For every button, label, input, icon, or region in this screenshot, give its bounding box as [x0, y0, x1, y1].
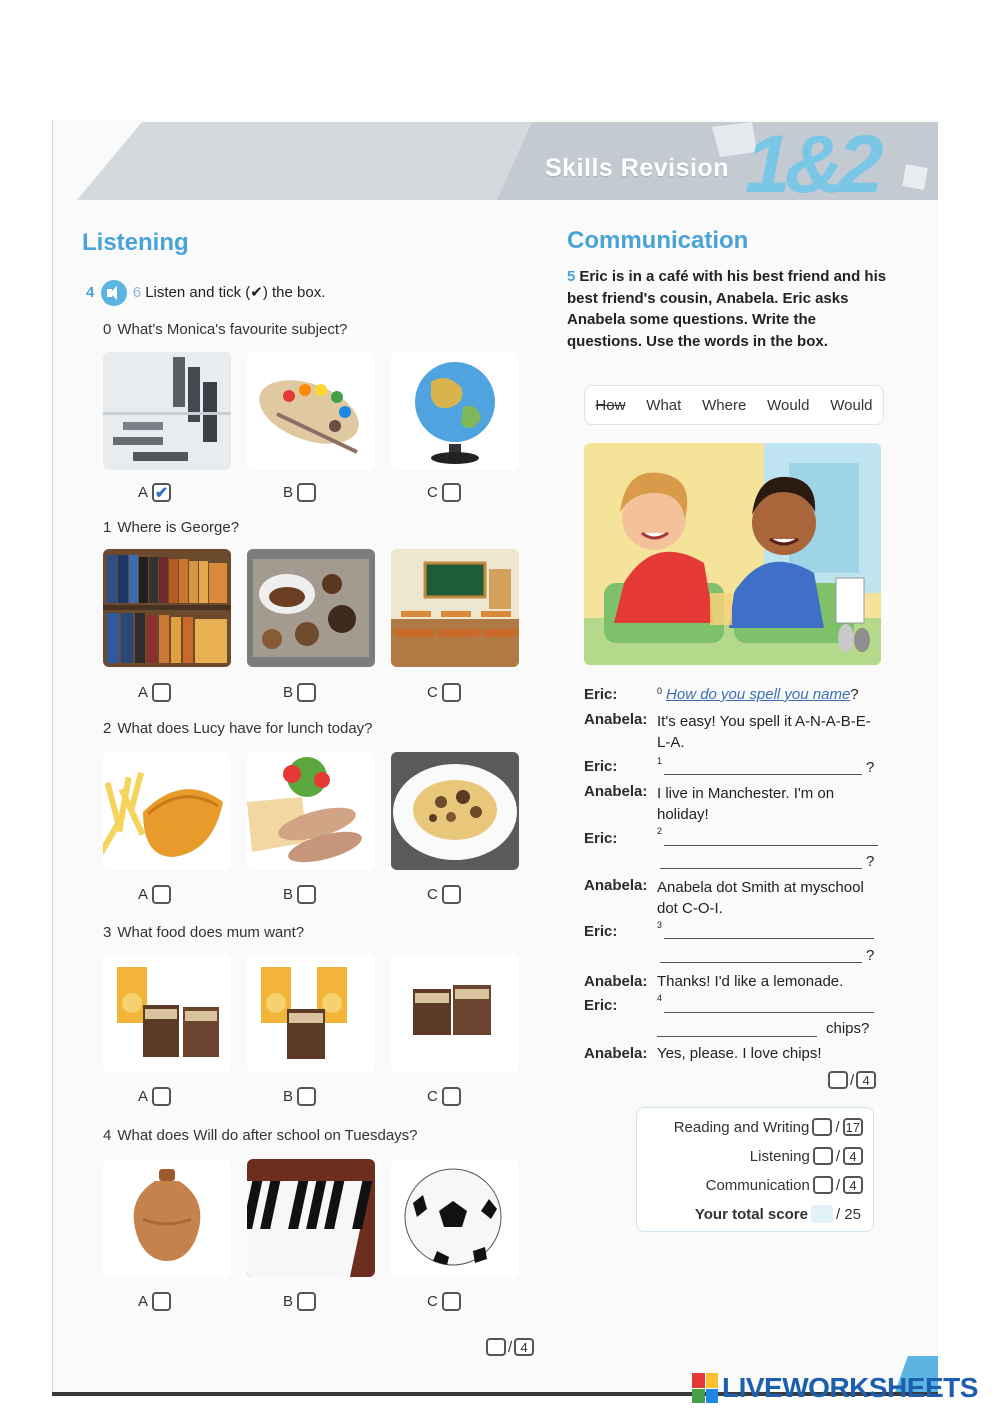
total-score-input[interactable]: [811, 1205, 833, 1223]
speaker-anabela: Anabela:: [584, 973, 648, 990]
task-number: 5: [567, 268, 576, 285]
anabela-reply-1: I live in Manchester. I'm on holiday!: [657, 785, 835, 823]
checkbox[interactable]: [442, 1292, 461, 1311]
communication-heading: Communication: [567, 227, 749, 254]
speaker-anabela: Anabela:: [584, 1045, 648, 1062]
answer-line-3a[interactable]: [664, 938, 874, 939]
listening-instruction: [86, 280, 325, 306]
word: What: [646, 396, 682, 414]
example-question: [657, 686, 859, 703]
question-text: What does Lucy have for lunch today?: [117, 720, 373, 737]
score-row-communication: Communication / 4: [706, 1176, 863, 1194]
option-2-c[interactable]: [427, 885, 461, 904]
line-number-3: 3: [657, 920, 663, 930]
image-fish-and-chips: [103, 752, 231, 870]
score-row-listening: Listening / 4: [750, 1147, 863, 1165]
answer-line-3b[interactable]: [660, 962, 862, 963]
image-pottery-vase: [103, 1159, 231, 1277]
checkbox[interactable]: [297, 1292, 316, 1311]
answer-line-1[interactable]: [664, 774, 862, 775]
image-juice-cakes: [247, 955, 375, 1073]
question-1: [103, 519, 239, 536]
question-text: Where is George?: [117, 519, 240, 536]
speaker-eric: Eric:: [584, 997, 618, 1014]
anabela-reply-2: Anabela dot Smith at myschool dot C-O-I.: [657, 879, 864, 917]
option-label: C: [427, 886, 438, 903]
image-piano-keys: [247, 1159, 375, 1277]
image-pasta: [391, 752, 519, 870]
score-input[interactable]: [828, 1071, 848, 1089]
checkbox[interactable]: [297, 885, 316, 904]
checkbox[interactable]: [152, 1087, 171, 1106]
word: Would: [830, 396, 873, 414]
score-input[interactable]: [813, 1147, 833, 1165]
question-mark: ?: [866, 853, 875, 870]
option-1-b[interactable]: [283, 683, 316, 702]
speaker-anabela: Anabela:: [584, 783, 648, 800]
word-box: [584, 385, 884, 425]
option-2-a[interactable]: [138, 885, 171, 904]
word: Where: [702, 396, 747, 414]
image-sausages-salad: [247, 752, 375, 870]
instruction-text: Eric is in a café with his best friend and his best friend's cousin, Anabela. Eric asks Anabela some questions. Write the questions. Use the words in the box.: [567, 268, 887, 350]
question-text: What's Monica's favourite subject?: [117, 321, 348, 338]
watermark-text: LIVEWORKSHEETS: [722, 1372, 978, 1403]
question-number: 4: [103, 1127, 112, 1144]
image-football: [391, 1159, 519, 1277]
anabela-reply-3: Thanks! I'd like a lemonade.: [657, 973, 844, 990]
question-number: 1: [103, 519, 112, 536]
question-4: [103, 1127, 418, 1144]
question-mark: ?: [850, 686, 859, 703]
option-2-b[interactable]: [283, 885, 316, 904]
image-orange-juice-cakes: [103, 955, 231, 1073]
speaker-eric: Eric:: [584, 686, 618, 703]
option-label: B: [283, 484, 294, 501]
option-label: A: [138, 684, 149, 701]
audio-speaker-icon[interactable]: [101, 280, 127, 306]
image-library-books: [103, 549, 231, 667]
question-number: 2: [103, 720, 112, 737]
option-label: A: [138, 484, 149, 501]
question-number: 3: [103, 924, 112, 941]
q4-end: chips?: [826, 1020, 870, 1037]
question-number: 0: [103, 321, 112, 338]
checkbox[interactable]: [152, 1292, 171, 1311]
score-row-reading-writing: Reading and Writing / 17: [674, 1118, 863, 1136]
option-3-a[interactable]: [138, 1087, 171, 1106]
score-input[interactable]: [813, 1176, 833, 1194]
option-4-b[interactable]: [283, 1292, 316, 1311]
answer-line-2b[interactable]: [660, 868, 862, 869]
checkbox[interactable]: [297, 483, 316, 502]
question-3: [103, 924, 304, 941]
line-number: 0: [657, 686, 663, 696]
answer-line-2a[interactable]: [664, 845, 878, 846]
example-answer: How do you spell you name: [666, 686, 851, 703]
score-total: 4: [856, 1071, 876, 1089]
score-label: Reading and Writing: [673, 1118, 810, 1136]
option-4-c[interactable]: [427, 1292, 461, 1311]
image-globe: [391, 352, 519, 470]
option-label: A: [138, 886, 149, 903]
speaker-eric: Eric:: [584, 830, 618, 847]
option-label: C: [427, 1293, 438, 1310]
checkbox[interactable]: [297, 1087, 316, 1106]
option-0-c[interactable]: [427, 483, 461, 502]
checkbox-ticked[interactable]: ✔: [152, 483, 171, 502]
listening-heading: Listening: [82, 229, 189, 256]
word: Would: [767, 396, 810, 414]
communication-score: / 4: [828, 1071, 876, 1089]
option-label: A: [138, 1088, 149, 1105]
speaker-eric: Eric:: [584, 923, 618, 940]
option-0-a[interactable]: [138, 483, 171, 502]
option-label: B: [283, 684, 294, 701]
checkbox[interactable]: [442, 483, 461, 502]
question-mark: ?: [866, 947, 875, 964]
image-classroom: [391, 549, 519, 667]
checkbox[interactable]: [442, 1087, 461, 1106]
liveworksheets-watermark: [692, 1372, 978, 1404]
image-cakes: [391, 955, 519, 1073]
line-number-4: 4: [657, 993, 663, 1003]
checkbox[interactable]: [152, 885, 171, 904]
score-input[interactable]: [486, 1338, 506, 1356]
line-number-1: 1: [657, 756, 663, 766]
speaker-eric: Eric:: [584, 758, 618, 775]
question-mark: ?: [866, 759, 875, 776]
word: How: [595, 396, 626, 414]
answer-line-4a[interactable]: [664, 1012, 874, 1013]
communication-instruction: [567, 266, 887, 352]
score-total: 4: [843, 1176, 863, 1194]
score-label: Communication: [705, 1176, 810, 1194]
question-text: What does Will do after school on Tuesdays?: [117, 1127, 418, 1144]
speaker-anabela: Anabela:: [584, 877, 648, 894]
cafe-illustration: [584, 443, 881, 665]
answer-line-4b[interactable]: [657, 1036, 817, 1037]
option-3-c[interactable]: [427, 1087, 461, 1106]
speaker-anabela: Anabela:: [584, 711, 648, 728]
option-4-a[interactable]: [138, 1292, 171, 1311]
listening-score: / 4: [486, 1338, 534, 1356]
anabela-reply-0: It's easy! You spell it A-N-A-B-E-L-A.: [657, 713, 871, 751]
score-label: Listening: [749, 1147, 810, 1165]
option-1-c[interactable]: [427, 683, 461, 702]
option-1-a[interactable]: [138, 683, 171, 702]
checkbox[interactable]: [442, 683, 461, 702]
question-0: [103, 321, 347, 338]
option-0-b[interactable]: [283, 483, 316, 502]
option-label: C: [427, 1088, 438, 1105]
image-computers: [103, 352, 231, 470]
header-title: Skills Revision: [545, 154, 729, 182]
question-2: [103, 720, 373, 737]
header-unit-number: 1&2: [745, 119, 878, 210]
checkbox[interactable]: [442, 885, 461, 904]
option-label: A: [138, 1293, 149, 1310]
score-label: Your total score: [694, 1205, 808, 1223]
question-text: What food does mum want?: [117, 924, 305, 941]
instruction-text: Listen and tick (✔) the box.: [145, 283, 326, 301]
line-number-2: 2: [657, 826, 663, 836]
liveworksheets-logo-icon: [692, 1373, 718, 1403]
option-label: B: [283, 1293, 294, 1310]
track-number: 6: [132, 283, 142, 301]
score-total: 4: [514, 1338, 534, 1356]
option-label: C: [427, 684, 438, 701]
score-row-total: [695, 1205, 861, 1223]
checkbox[interactable]: [297, 683, 316, 702]
score-input[interactable]: [812, 1118, 832, 1136]
option-label: B: [283, 1088, 294, 1105]
option-label: C: [427, 484, 438, 501]
option-label: B: [283, 886, 294, 903]
image-food-buffet: [247, 549, 375, 667]
score-summary-panel: [636, 1107, 874, 1232]
checkbox[interactable]: [152, 683, 171, 702]
anabela-reply-4: Yes, please. I love chips!: [657, 1045, 822, 1062]
score-total: 4: [843, 1147, 863, 1165]
task-number: 4: [86, 283, 95, 301]
image-paint-palette: [247, 352, 375, 470]
score-total: 17: [843, 1118, 863, 1136]
option-3-b[interactable]: [283, 1087, 316, 1106]
score-total: / 25: [835, 1205, 861, 1223]
